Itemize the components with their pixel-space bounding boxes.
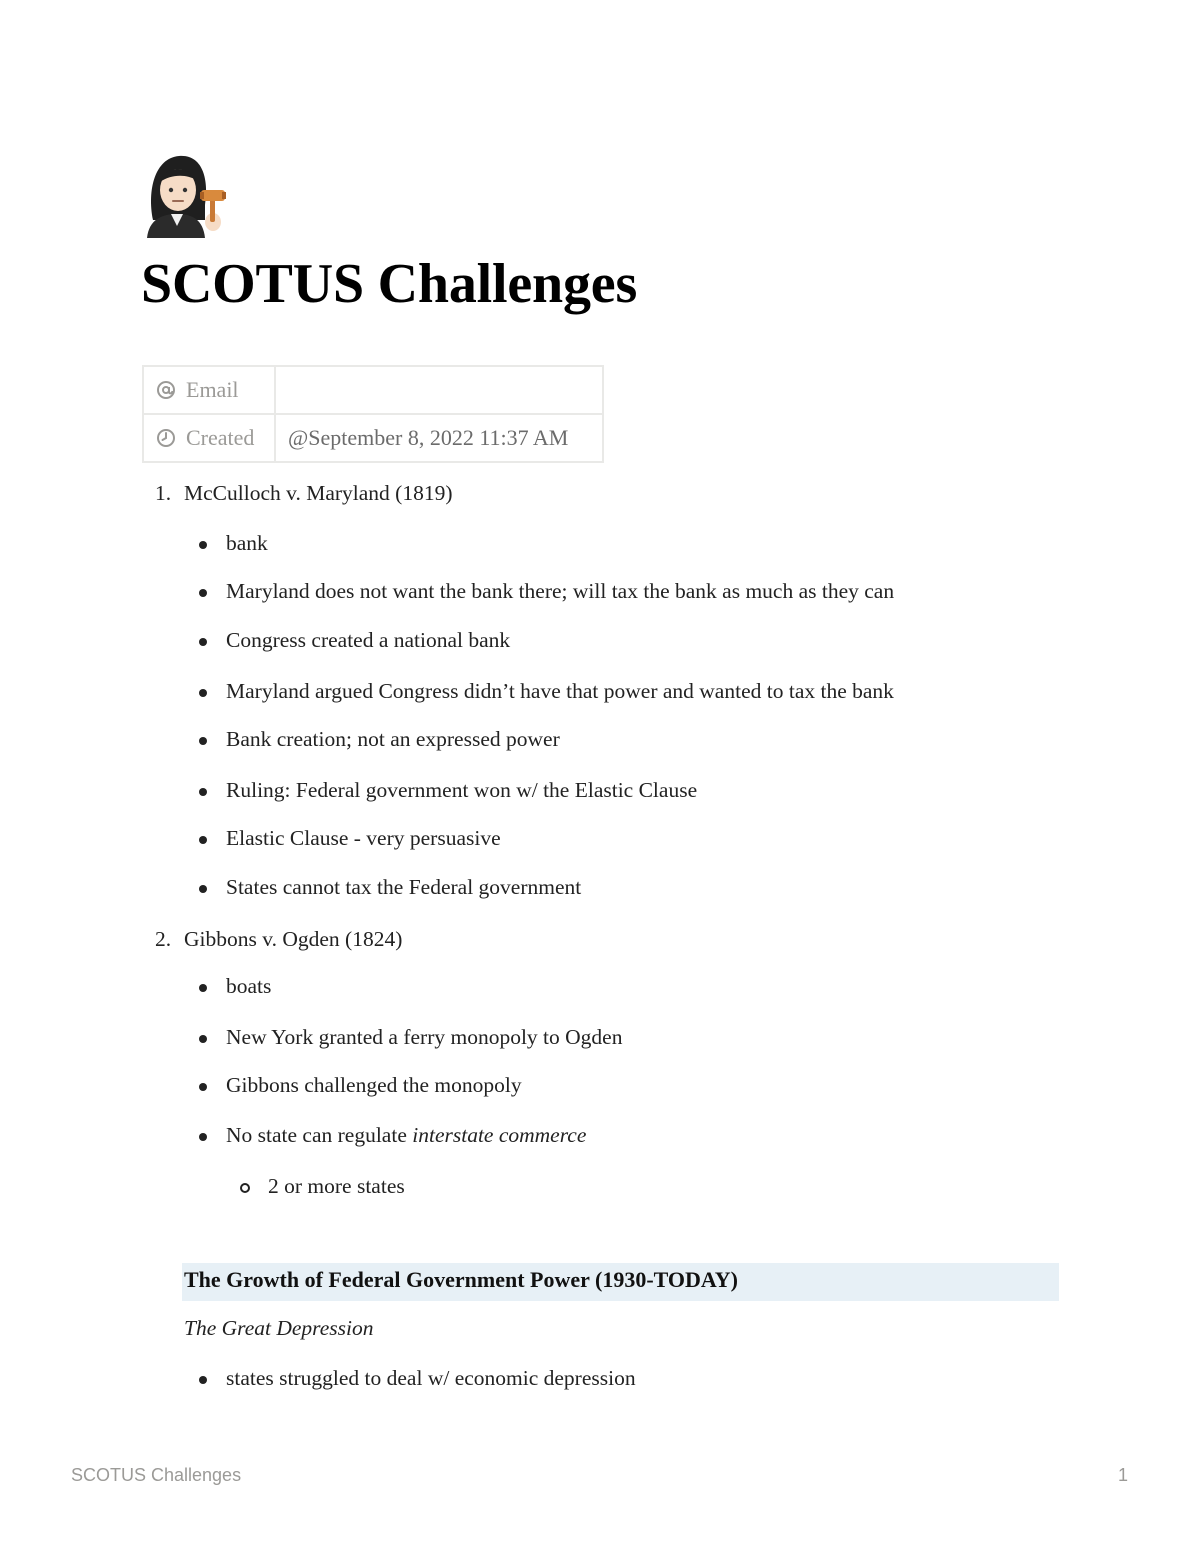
list-number: 2. [155, 927, 172, 951]
list-item: States cannot tax the Federal government [226, 875, 582, 899]
bullet [199, 638, 207, 646]
clock-icon [156, 428, 176, 448]
list-item: New York granted a ferry monopoly to Ogden [226, 1025, 623, 1049]
bullet [199, 689, 207, 697]
page-title: SCOTUS Challenges [141, 253, 638, 315]
bullet [199, 1083, 207, 1091]
property-key-label: Email [186, 377, 239, 402]
list-number: 1. [155, 481, 172, 505]
case-title: McCulloch v. Maryland (1819) [184, 481, 453, 505]
list-item: states struggled to deal w/ economic depression [226, 1366, 636, 1390]
created-value: @September 8, 2022 11:37 AM [275, 414, 603, 462]
judge-emoji-icon [143, 150, 233, 240]
properties-table [142, 365, 604, 463]
sub-bullet [240, 1183, 250, 1193]
bullet [199, 836, 207, 844]
bullet [199, 541, 207, 549]
sub-list-item: 2 or more states [268, 1174, 405, 1198]
bullet [199, 1035, 207, 1043]
list-item: Bank creation; not an expressed power [226, 727, 560, 751]
list-item: Gibbons challenged the monopoly [226, 1073, 522, 1097]
bullet [199, 984, 207, 992]
list-item: Maryland does not want the bank there; will tax the bank as much as they can [226, 579, 895, 603]
page-number: 1 [1118, 1465, 1129, 1485]
list-item-text: No state can regulate [226, 1123, 413, 1147]
list-item: Maryland argued Congress didn’t have that power and wanted to tax the bank [226, 679, 894, 703]
bullet [199, 737, 207, 745]
bullet [199, 885, 207, 893]
property-key-label: Created [186, 425, 255, 450]
section-heading: The Growth of Federal Government Power (1930-TODAY) [184, 1267, 739, 1292]
list-item: boats [226, 974, 272, 998]
bullet [199, 1376, 207, 1384]
section-subheading: The Great Depression [184, 1316, 374, 1340]
list-item: Ruling: Federal government won w/ the Elastic Clause [226, 778, 698, 802]
property-key [143, 366, 275, 414]
list-item: Congress created a national bank [226, 628, 511, 652]
bullet [199, 589, 207, 597]
at-icon [156, 380, 176, 400]
italic-term: interstate commerce [412, 1123, 587, 1147]
footer-title: SCOTUS Challenges [71, 1465, 242, 1485]
bullet [199, 788, 207, 796]
list-item [226, 1123, 586, 1148]
list-item: bank [226, 531, 268, 555]
property-row [143, 366, 603, 414]
case-title: Gibbons v. Ogden (1824) [184, 927, 403, 951]
email-value[interactable] [275, 366, 603, 414]
list-item: Elastic Clause - very persuasive [226, 826, 501, 850]
bullet [199, 1133, 207, 1141]
property-row [143, 414, 603, 462]
property-key [143, 414, 275, 462]
